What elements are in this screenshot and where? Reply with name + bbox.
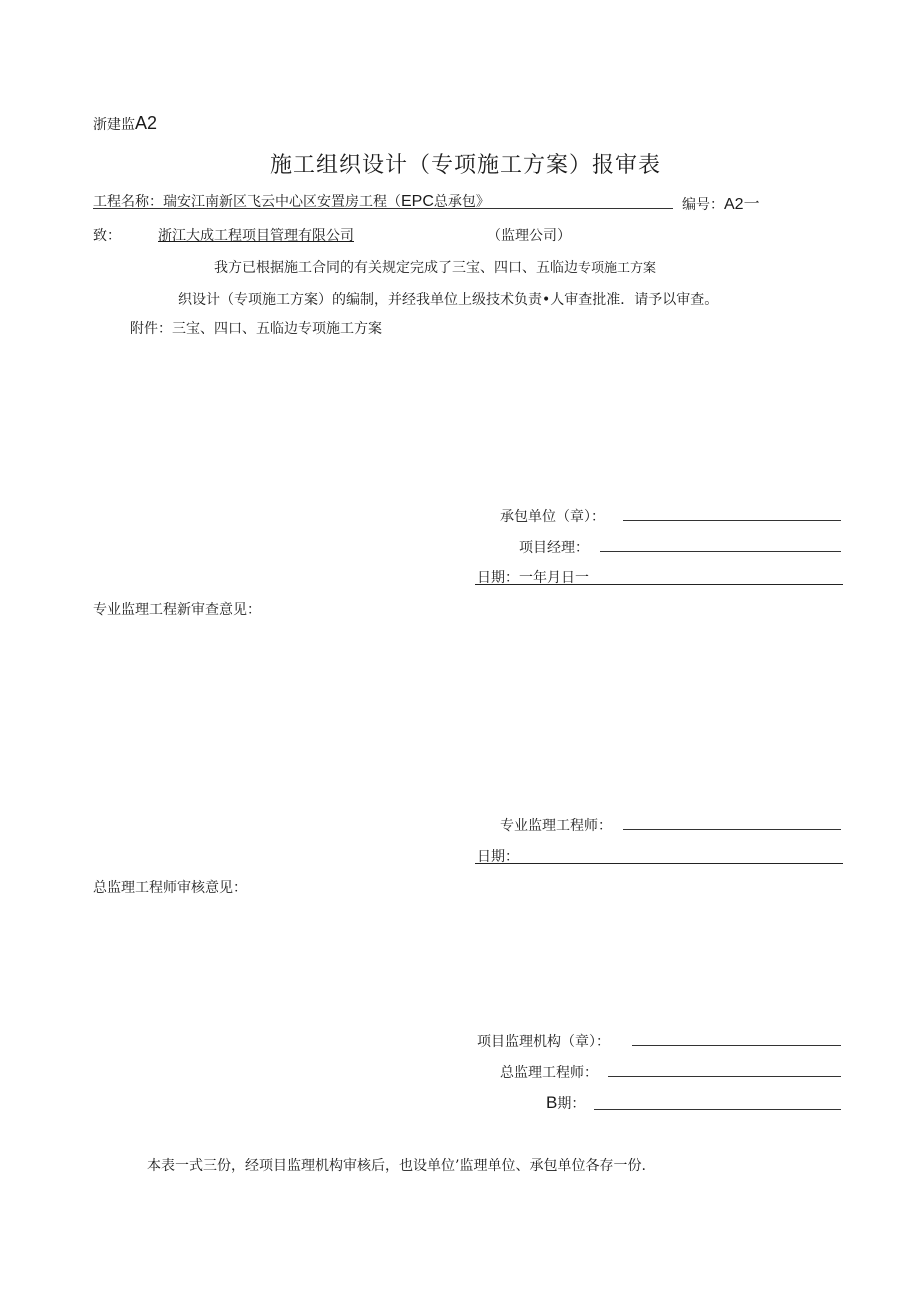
- page-title: 施工组织设计（专项施工方案）报审表: [270, 153, 662, 178]
- to-label: 致：: [93, 228, 121, 244]
- project-name-epc: EPC: [401, 193, 434, 210]
- engineer-review-heading: 专业监理工程新审查意见：: [93, 602, 261, 618]
- chief-date-prefix: B: [546, 1093, 558, 1112]
- form-code: [93, 113, 157, 134]
- contractor-date-line: [475, 584, 843, 585]
- engineer-date-line: [475, 863, 843, 864]
- body-line-1-text: 我方已根据施工合同的有关规定完成了三宝、四口、五临边: [214, 260, 578, 276]
- form-code-prefix: 浙建监: [93, 117, 135, 133]
- to-suffix: （监理公司）: [487, 228, 571, 244]
- project-manager-line: [600, 551, 841, 552]
- chief-date-line: [594, 1109, 841, 1110]
- chief-engineer-label: 总监理工程师：: [500, 1065, 598, 1081]
- footer-note: 本表一式三份，经项目监理机构审核后，也设单位’监理单位、承包单位各存一份.: [147, 1158, 646, 1174]
- body-line-2: 织设计（专项施工方案）的编制，并经我单位上级技术负责•人审查批准．请予以审查。: [178, 292, 719, 308]
- project-manager-label: 项目经理：: [519, 540, 589, 556]
- attachment-line: 附件：三宝、四口、五临边专项施工方案: [130, 321, 382, 337]
- supervision-org-line: [632, 1045, 841, 1046]
- contractor-unit-line: [623, 520, 841, 521]
- form-code-suffix: A2: [135, 113, 158, 133]
- project-name-value: 瑞安江南新区飞云中心区安置房工程（: [163, 194, 401, 210]
- form-number-value: A2一: [724, 196, 760, 213]
- chief-date: [546, 1093, 585, 1113]
- engineer-date-label: 日期：: [477, 849, 519, 865]
- chief-engineer-line: [608, 1076, 841, 1077]
- supervision-org-label: 项目监理机构（章）：: [477, 1034, 610, 1050]
- project-name-label: 工程名称：: [93, 194, 163, 210]
- contractor-date-label: 日期：一年月日一: [477, 570, 589, 586]
- form-number-label: 编号：: [682, 197, 724, 213]
- body-line-1: [214, 257, 656, 277]
- to-company: 浙江大成工程项目管理有限公司: [158, 228, 354, 244]
- chief-review-heading: 总监理工程师审核意见：: [93, 880, 247, 896]
- engineer-label: 专业监理工程师：: [500, 818, 612, 834]
- body-line-1-bold: 专项施工方案: [578, 260, 657, 275]
- form-number: [682, 191, 760, 214]
- chief-date-label: 期：: [557, 1096, 586, 1112]
- engineer-line: [623, 829, 841, 830]
- project-name-end: 总承包》: [433, 194, 490, 210]
- contractor-unit-label: 承包单位（章）：: [500, 509, 605, 525]
- project-name-underline: [93, 208, 673, 209]
